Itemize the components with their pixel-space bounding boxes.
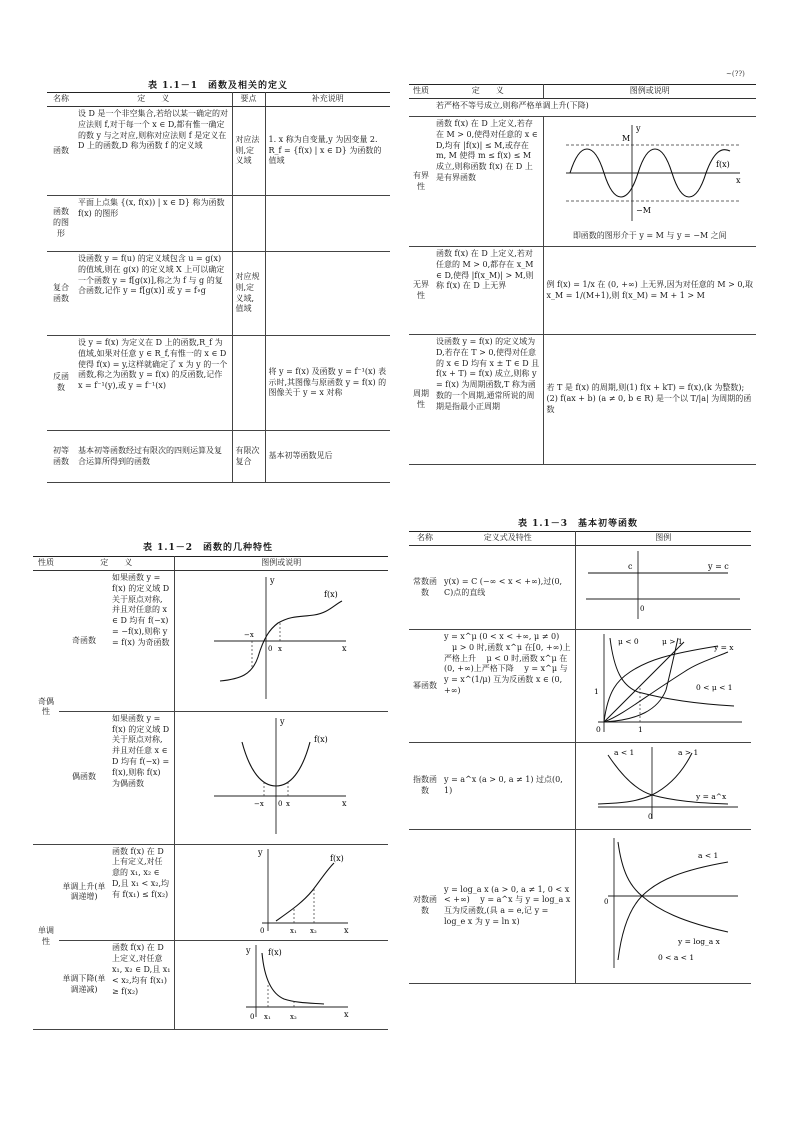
dec-origin-label: 0 <box>250 1013 255 1022</box>
row-def: 函数 f(x) 在 D 上有定义,对任意的 x₁, x₂ ∈ D,且 x₁ < x₂,均有 f(x₁) ≤ f(x₂) <box>109 844 174 941</box>
table-row <box>47 107 390 196</box>
row-def: 设函数 y = f(x) 的定义域为 D,若存在 T > 0,使得对任意的 x ∈ D 均有 x ± T ∈ D 且 f(x + T) = f(x) 成立,则称 y = f(x) 为周期函数,T 称为函数的一个周期,通常所说的周期是指最小正周期 <box>433 335 543 465</box>
row-key: 对应规则,定义域,值域 <box>232 252 265 336</box>
table2-col-def: 定 义 <box>59 557 174 571</box>
table-row <box>33 844 388 941</box>
power-label-mu-gt1: μ > 1 <box>662 637 683 646</box>
log-label-curve: y = log_a x <box>678 937 721 947</box>
table2-col-fig: 图例或说明 <box>174 557 388 571</box>
log-label-range: 0 < a < 1 <box>658 953 695 963</box>
row-key: 有限次复合 <box>232 431 265 483</box>
fig-power-cell <box>575 630 751 743</box>
table-row <box>409 630 751 743</box>
even-function-graph <box>206 712 356 840</box>
table3-header <box>409 532 751 546</box>
table-row <box>33 941 388 1030</box>
table2c-col-prop: 性质 <box>409 85 433 99</box>
fig-bounded-cell <box>543 117 756 247</box>
bounded-negM-label: −M <box>635 206 651 216</box>
table2c-header <box>409 85 756 99</box>
table1-header <box>47 93 390 107</box>
row-def: y = a^x (a > 0, a ≠ 1) 过点(0, 1) <box>441 742 575 829</box>
decreasing-function-graph <box>206 941 356 1025</box>
row-def: 设 y = f(x) 为定义在 D 上的函数,R_f 为值域,如果对任意 y ∈ R_f,有惟一的 x ∈ D 使得 f(x) = y,这样就确定了 x 为 y 的一个函数,称之为函数 y = f(x) 的反函数,记作 x = f⁻¹(y),或 y = f⁻¹(x) <box>75 336 232 431</box>
row-def: y(x) = C (−∞ < x < +∞),过(0, C)点的直线 <box>441 546 575 630</box>
power-label-identity: y = x <box>714 643 734 652</box>
row-key <box>232 196 265 252</box>
table1-col-name: 名称 <box>47 93 75 107</box>
table2 <box>33 556 388 1030</box>
table1-col-def: 定 义 <box>75 93 232 107</box>
row-def: 函数 f(x) 在 D 上定义,若对任意的 M > 0,都存在 x_M ∈ D,使得 |f(x_M)| > M,则称 f(x) 在 D 上无界 <box>433 247 543 335</box>
table1-col-note: 补充说明 <box>265 93 390 107</box>
row-def: y = x^μ (0 < x < +∞, μ ≠ 0) μ > 0 时,函数 x^μ 在[0, +∞)上严格上升 μ < 0 时,函数 x^μ 在(0, +∞)上严格下降 y = x^μ 与 y = x^(1/μ) 互为反函数 x ∈ (0, +∞) <box>441 630 575 743</box>
odd-function-graph <box>206 571 356 707</box>
table2-header <box>33 557 388 571</box>
table-row <box>409 742 751 829</box>
table-row <box>409 117 756 247</box>
table-row <box>409 546 751 630</box>
dec-x1-label: x₁ <box>264 1013 272 1022</box>
inc-x2-label: x₂ <box>310 926 318 935</box>
continuation-note: 若严格不等号成立,则称严格单调上升(下降) <box>433 99 756 117</box>
row-def: 平面上点集 {(x, f(x)) | x ∈ D} 称为函数 f(x) 的图形 <box>75 196 232 252</box>
table2-continued <box>409 84 756 465</box>
fig-inc-cell <box>174 844 388 941</box>
row-def: y = log_a x (a > 0, a ≠ 1, 0 < x < +∞) y = a^x 与 y = log_a x 互为反函数,(具 a = e,记 y = log_e x 为 y = ln x) <box>441 829 575 983</box>
dec-curve-label: f(x) <box>268 948 282 958</box>
row-def: 基本初等函数经过有限次的四则运算及复合运算所得到的函数 <box>75 431 232 483</box>
row-def: 如果函数 y = f(x) 的定义域 D 关于原点对称,并且对任意的 x ∈ D 均有 f(−x) = −f(x),则称 y = f(x) 为奇函数 <box>109 571 174 712</box>
inc-x-label: x <box>344 925 349 935</box>
table2-caption: 表 1.1－2 函数的几种特性 <box>143 543 274 553</box>
row-key <box>232 336 265 431</box>
logarithmic-function-graph <box>578 832 748 976</box>
row-name: 指数函数 <box>409 742 441 829</box>
exp-label-curve: y = a^x <box>696 791 727 801</box>
exponential-function-graph <box>578 743 748 825</box>
log-origin-label: 0 <box>604 898 609 907</box>
odd-x-mark: x <box>278 645 283 653</box>
row-note: 若 T 是 f(x) 的周期,则(1) f(x + kT) = f(x),(k 为整数);(2) f(ax + b) (a ≠ 0, b ∈ R) 是一个以 T/|a| 为周期的函数 <box>543 335 756 465</box>
power-function-graph <box>578 630 748 738</box>
const-c-label: c <box>628 561 633 571</box>
table-row <box>409 247 756 335</box>
dec-y-label: y <box>246 946 251 956</box>
table2c-col-def: 定 义 <box>433 85 543 99</box>
row-name: 常数函数 <box>409 546 441 630</box>
inc-origin-label: 0 <box>260 926 265 935</box>
row-name: 初等函数 <box>47 431 75 483</box>
fig-const-cell <box>575 546 751 630</box>
bounded-y-label: y <box>635 124 641 134</box>
row-name: 函数 <box>47 107 75 196</box>
log-label-a-lt1: a < 1 <box>698 851 719 861</box>
table-row <box>409 99 756 117</box>
bounded-x-label: x <box>735 176 741 186</box>
table-row <box>409 335 756 465</box>
fig-odd-cell <box>174 571 388 712</box>
table-row <box>33 711 388 844</box>
fig-exp-cell <box>575 742 751 829</box>
row-name: 周期性 <box>409 335 433 465</box>
even-curve-label: f(x) <box>314 734 328 744</box>
row-note: 将 y = f(x) 及函数 y = f⁻¹(x) 表示时,其图像与原函数 y = f(x) 的图像关于 y = x 对称 <box>265 336 390 431</box>
group-name: 奇偶性 <box>33 571 59 845</box>
power-label-mu-frac: 0 < μ < 1 <box>696 683 733 692</box>
row-note: 基本初等函数见后 <box>265 431 390 483</box>
even-neg-label: −x <box>254 799 265 808</box>
bounded-function-graph <box>550 121 750 225</box>
table3-col-def: 定义式及特性 <box>441 532 575 546</box>
table-row <box>409 829 751 983</box>
table-row <box>47 431 390 483</box>
even-origin-label: 0 <box>278 799 283 808</box>
table1-col-key: 要点 <box>232 93 265 107</box>
power-label-mu-neg: μ < 0 <box>618 637 639 646</box>
row-name: 复合函数 <box>47 252 75 336</box>
odd-x-label: x <box>342 644 347 653</box>
exp-origin-label: 0 <box>648 812 653 821</box>
row-def: 函数 f(x) 在 D 上定义,对任意 x₁, x₂ ∈ D,且 x₁ < x₂,均有 f(x₁) ≥ f(x₂) <box>109 941 174 1030</box>
power-origin-label: 0 <box>596 725 602 734</box>
bounded-M-label: M <box>621 134 630 144</box>
odd-y-label: y <box>270 576 275 585</box>
table-row <box>47 196 390 252</box>
row-name: 幂函数 <box>409 630 441 743</box>
inc-x1-label: x₁ <box>290 926 298 935</box>
table-row <box>47 336 390 431</box>
inc-y-label: y <box>258 847 263 857</box>
page-marker: ~(??) <box>726 70 745 78</box>
inc-curve-label: f(x) <box>330 853 344 863</box>
row-note: 1. x 称为自变量,y 为因变量 2. R_f = {f(x) | x ∈ D} 为函数的值域 <box>265 107 390 196</box>
table3-col-fig: 图例 <box>575 532 751 546</box>
table-row <box>47 252 390 336</box>
table3 <box>409 531 751 984</box>
table2c-col-fig: 图例或说明 <box>543 85 756 99</box>
power-label-x-one: 1 <box>638 725 644 734</box>
row-def: 如果函数 y = f(x) 的定义域 D 关于原点对称,并且对任意 x ∈ D 均有 f(−x) = f(x),则称 f(x) 为偶函数 <box>109 711 174 844</box>
fig-even-cell <box>174 711 388 844</box>
odd-curve-label: f(x) <box>324 590 338 599</box>
odd-origin-label: 0 <box>268 645 273 653</box>
row-note <box>265 252 390 336</box>
const-origin-label: 0 <box>640 604 645 613</box>
row-note <box>265 196 390 252</box>
fig-dec-cell <box>174 941 388 1030</box>
table3-col-name: 名称 <box>409 532 441 546</box>
even-y-label: y <box>280 716 285 726</box>
row-name: 对数函数 <box>409 829 441 983</box>
const-line-label: y = c <box>708 561 730 571</box>
group-name: 单调性 <box>33 844 59 1030</box>
dec-x-label: x <box>344 1010 349 1020</box>
power-label-y-one: 1 <box>594 687 600 696</box>
bounded-curve-label: f(x) <box>715 160 730 170</box>
constant-function-graph <box>578 547 748 625</box>
table-row <box>33 571 388 712</box>
row-def: 设 D 是一个非空集合,若给以某一确定的对应法则 f,对于每一个 x ∈ D,都有惟一确定的数 y 与之对应,则称对应法则 f 是定义在 D 上的函数,D 称为函数 f 的定义域 <box>75 107 232 196</box>
table1 <box>47 92 390 483</box>
row-name: 反函数 <box>47 336 75 431</box>
exp-label-a-lt1: a < 1 <box>614 747 635 757</box>
table1-caption: 表 1.1－1 函数及相关的定义 <box>148 81 289 91</box>
row-sub: 偶函数 <box>59 711 109 844</box>
row-sub: 奇函数 <box>59 571 109 712</box>
row-name: 无界性 <box>409 247 433 335</box>
table3-caption: 表 1.1－3 基本初等函数 <box>518 519 639 529</box>
row-sub: 单调下降(单调递减) <box>59 941 109 1030</box>
row-def: 设函数 y = f(u) 的定义域包含 u = g(x) 的值域,则在 g(x) 的定义域 X 上可以确定一个函数 y = f[g(x)],称之为 f 与 g 的复合函数,记作 y = f[g(x)] 或 y = f∘g <box>75 252 232 336</box>
increasing-function-graph <box>206 845 356 937</box>
even-x-label: x <box>342 798 347 808</box>
table2-col-prop: 性质 <box>33 557 59 571</box>
row-key: 对应法则,定义域 <box>232 107 265 196</box>
row-name: 函数的图形 <box>47 196 75 252</box>
fig-log-cell <box>575 829 751 983</box>
bounded-note: 即函数的图形介于 y = M 与 y = −M 之间 <box>572 231 727 240</box>
exp-label-a-gt1: a > 1 <box>678 747 699 757</box>
row-note: 例 f(x) = 1/x 在 (0, +∞) 上无界,因为对任意的 M > 0,取 x_M = 1/(M+1),则 f(x_M) = M + 1 > M <box>543 247 756 335</box>
even-x-mark: x <box>286 799 291 808</box>
dec-x2-label: x₂ <box>290 1013 298 1022</box>
row-sub: 单调上升(单调递增) <box>59 844 109 941</box>
row-name: 有界性 <box>409 117 433 247</box>
odd-neg-label: −x <box>244 631 255 639</box>
row-def: 函数 f(x) 在 D 上定义,若存在 M > 0,使得对任意的 x ∈ D,均有 |f(x)| ≤ M,或存在 m, M 使得 m ≤ f(x) ≤ M 成立,则称函数 f(x) 在 D 上是有界函数 <box>433 117 543 247</box>
